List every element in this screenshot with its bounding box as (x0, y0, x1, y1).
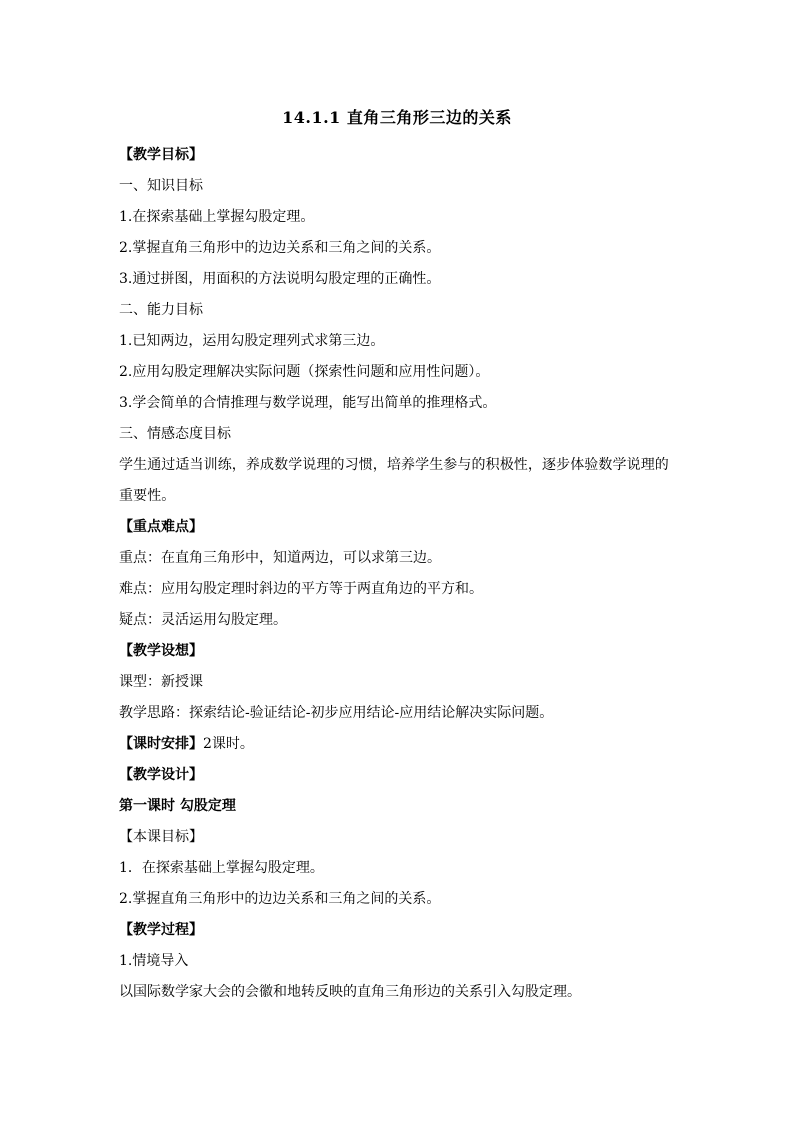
schedule-heading: 【课时安排】 (119, 736, 203, 752)
text-line: 3.学会简单的合情推理与数学说理，能写出简单的推理格式。 (119, 395, 497, 411)
text-line: 疑点：灵活运用勾股定理。 (119, 612, 287, 628)
text-line: 课型：新授课 (119, 674, 203, 690)
section-heading: 第一课时 勾股定理 (119, 798, 236, 814)
document-body (119, 140, 679, 1008)
section-heading: 【重点难点】 (119, 519, 203, 535)
text-line: 二、能力目标 (119, 302, 203, 318)
text-line: 1.在探索基础上掌握勾股定理。 (119, 209, 315, 225)
text-line: 以国际数学家大会的会徽和地转反映的直角三角形边的关系引入勾股定理。 (119, 984, 581, 1000)
text-line: 2.应用勾股定理解决实际问题（探索性问题和应用性问题）。 (119, 364, 490, 380)
text-line: 1．在探索基础上掌握勾股定理。 (119, 860, 324, 876)
schedule-value: 2课时。 (203, 736, 254, 752)
document-title: 14.1.1 直角三角形三边的关系 (282, 108, 512, 127)
text-line: 1.情境导入 (119, 953, 189, 969)
section-heading: 【教学目标】 (119, 147, 203, 163)
text-line: 1.已知两边，运用勾股定理列式求第三边。 (119, 333, 385, 349)
text-line: 2.掌握直角三角形中的边边关系和三角之间的关系。 (119, 240, 441, 256)
schedule-line (119, 729, 679, 760)
text-line: 难点：应用勾股定理时斜边的平方等于两直角边的平方和。 (119, 581, 483, 597)
text-line: 重点：在直角三角形中，知道两边，可以求第三边。 (119, 550, 441, 566)
section-heading: 【教学过程】 (119, 922, 203, 938)
section-heading: 【教学设想】 (119, 643, 203, 659)
text-line: 2.掌握直角三角形中的边边关系和三角之间的关系。 (119, 891, 441, 907)
text-line: 三、情感态度目标 (119, 426, 231, 442)
text-line: 3.通过拼图，用面积的方法说明勾股定理的正确性。 (119, 271, 441, 287)
text-line: 教学思路：探索结论-验证结论-初步应用结论-应用结论解决实际问题。 (119, 705, 554, 721)
text-line: 【本课目标】 (119, 829, 203, 845)
text-line: 一、知识目标 (119, 178, 203, 194)
text-line: 学生通过适当训练，养成数学说理的习惯，培养学生参与的积极性，逐步体验数学说理的重要性。 (119, 457, 669, 504)
section-heading: 【教学设计】 (119, 767, 203, 783)
